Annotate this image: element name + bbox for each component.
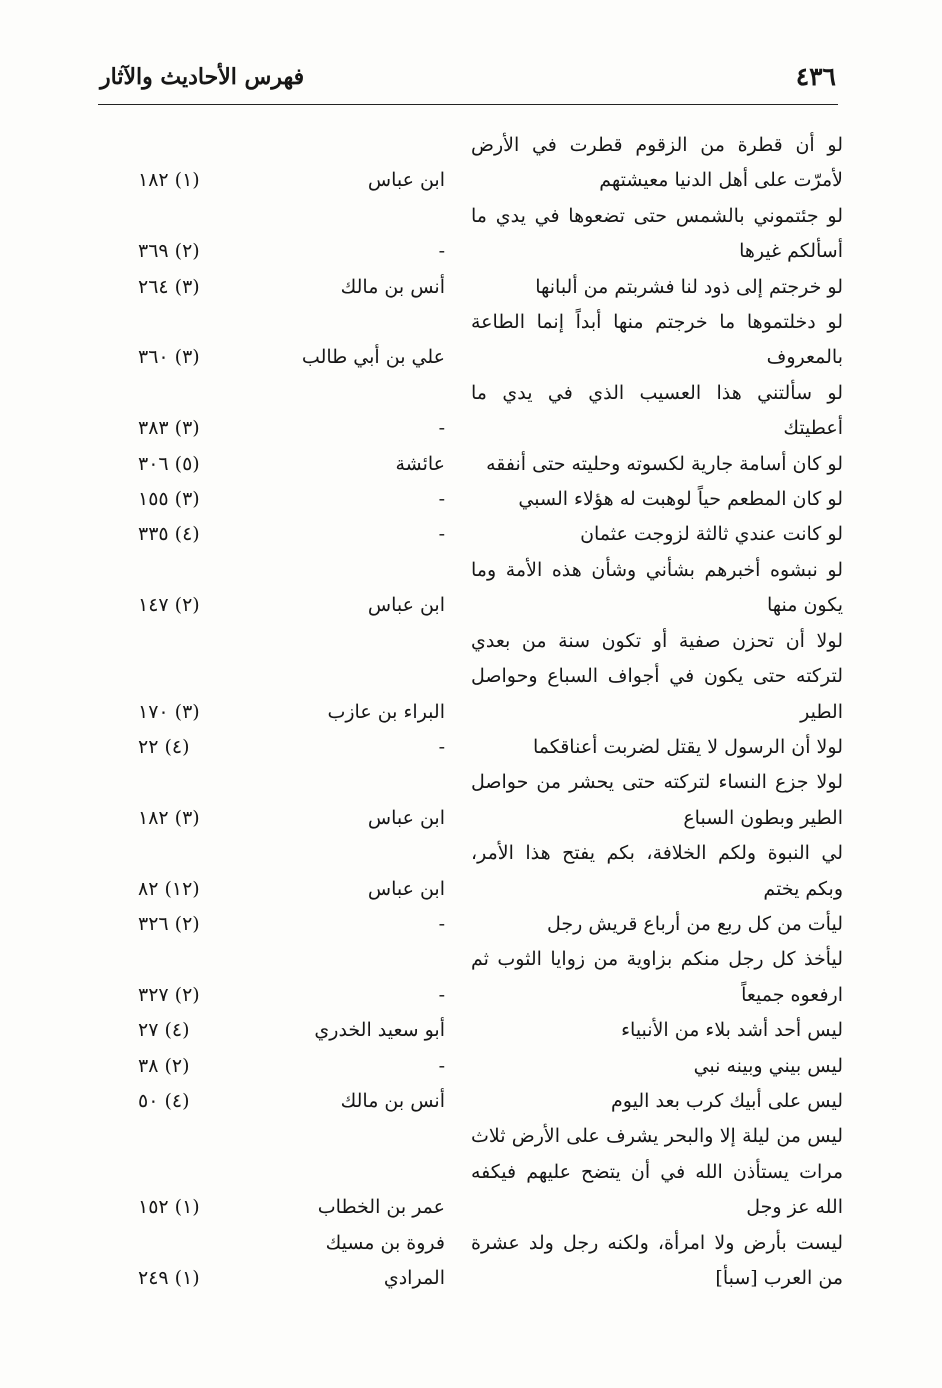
narrator-name: - xyxy=(438,523,445,546)
index-entry xyxy=(98,730,843,765)
hadith-text: ليس من ليلة إلا والبحر يشرف على الأرض ثلاث مرات يستأذن الله في أن يتضح عليهم فيكفه الله عز وجل xyxy=(471,1125,843,1219)
volume-page-ref xyxy=(98,482,291,517)
running-title: فهرس الأحاديث والآثار xyxy=(100,64,305,90)
ref-text: (١) ١٥٢ xyxy=(138,1196,200,1219)
volume-page-ref xyxy=(98,872,291,907)
hadith-text: لو أن قطرة من الزقوم قطرت في الأرض لأمرّت على أهل الدنيا معيشتهم xyxy=(471,134,843,192)
narrator-name: ابن عباس xyxy=(367,877,445,900)
hadith-text: لو كانت عندي ثالثة لزوجت عثمان xyxy=(580,523,843,546)
hadith-text: لي النبوة ولكم الخلافة، بكم يفتح هذا الأمر، وبكم يختم xyxy=(471,842,843,900)
ref-text: (١٢) ٨٢ xyxy=(138,877,200,900)
volume-page-ref xyxy=(98,1049,291,1084)
ref-text: (٤) ٢٧ xyxy=(138,1019,190,1042)
volume-page-ref xyxy=(98,1084,291,1119)
index-entry xyxy=(98,1049,843,1084)
narrator-name: البراء بن عازب xyxy=(327,700,445,723)
narrator-name: أنس بن مالك xyxy=(340,1089,445,1112)
volume-page-ref xyxy=(98,270,291,305)
ref-text: (٣) ١٨٢ xyxy=(138,806,200,829)
index-entry xyxy=(98,836,843,907)
volume-page-ref xyxy=(98,1190,291,1225)
ref-text: (٢) ٣٢٦ xyxy=(138,912,200,935)
index-entry xyxy=(98,128,843,199)
volume-page-ref xyxy=(98,447,291,482)
hadith-text: ليأت من كل ربع من أرباع قريش رجل xyxy=(546,912,843,935)
volume-page-ref xyxy=(98,411,291,446)
ref-text: (٤) ٣٣٥ xyxy=(138,523,200,546)
ref-text: (١) ٢٤٩ xyxy=(138,1267,200,1289)
volume-page-ref xyxy=(98,1261,291,1296)
narrator-name: - xyxy=(438,1054,445,1077)
hadith-text: لو نبشوه أخبرهم بشأني وشأن هذه الأمة وما يكون منها xyxy=(471,558,843,617)
narrator-name: أبو سعيد الخدري xyxy=(314,1019,445,1042)
volume-page-ref xyxy=(98,695,291,730)
volume-page-ref xyxy=(98,978,291,1013)
index-entry xyxy=(98,907,843,942)
narrator-name: علي بن أبي طالب xyxy=(301,346,445,369)
volume-page-ref xyxy=(98,234,291,269)
index-entry xyxy=(98,1119,843,1225)
narrator-name: عائشة xyxy=(395,452,445,475)
hadith-text: ليأخذ كل رجل منكم بزاوية من زوايا الثوب ثم ارفعوه جميعاً xyxy=(471,948,843,1006)
index-entry xyxy=(98,199,843,270)
volume-page-ref xyxy=(98,517,291,552)
narrator-name: ابن عباس xyxy=(367,169,445,192)
volume-page-ref xyxy=(98,1013,291,1048)
volume-page-ref xyxy=(98,340,291,375)
hadith-text: لولا أن الرسول لا يقتل لضربت أعناقكما xyxy=(532,735,843,758)
narrator-name: عمر بن الخطاب xyxy=(317,1196,445,1219)
hadith-text: ليس بيني وبينه نبي xyxy=(693,1054,843,1077)
index-entry xyxy=(98,305,843,376)
index-entry xyxy=(98,517,843,552)
narrator-name: - xyxy=(438,417,445,440)
index-entry xyxy=(98,553,843,624)
volume-page-ref xyxy=(98,163,291,198)
narrator-name: ابن عباس xyxy=(367,806,445,829)
index-entry xyxy=(98,765,843,836)
hadith-text: لولا أن تحزن صفية أو تكون سنة من بعدي لتركته حتى يكون في أجواف السباع وحواصل الطير xyxy=(471,629,843,723)
hadith-text: لو كان أسامة جارية لكسوته وحليته حتى أنفقه xyxy=(486,452,843,475)
narrator-name: - xyxy=(438,735,445,758)
ref-text: (٤) ٢٢ xyxy=(138,735,190,758)
ref-text: (٣) ٣٨٣ xyxy=(138,417,200,440)
ref-text: (٣) ٣٦٠ xyxy=(138,346,200,369)
narrator-name: - xyxy=(438,240,445,263)
index-entry xyxy=(98,624,843,730)
index-entry xyxy=(98,1013,843,1048)
narrator-name: أنس بن مالك xyxy=(340,275,445,298)
index-entry xyxy=(98,942,843,1013)
index-entry xyxy=(98,482,843,517)
ref-text: (٢) ٣٦٩ xyxy=(138,240,200,263)
index-entry xyxy=(98,447,843,482)
hadith-text: لو خرجتم إلى ذود لنا فشربتم من ألبانها xyxy=(535,275,843,298)
page-number: ٤٣٦ xyxy=(795,62,836,91)
index-entry xyxy=(98,1084,843,1119)
index-entry xyxy=(98,270,843,305)
volume-page-ref xyxy=(98,730,291,765)
hadith-text: ليست بأرض ولا امرأة، ولكنه رجل ولد عشرة من العرب [سبأ] xyxy=(471,1231,843,1289)
hadith-text: لولا جزع النساء لتركته حتى يحشر من حواصل الطير وبطون السباع xyxy=(471,771,844,829)
ref-text: (٤) ٥٠ xyxy=(138,1089,190,1112)
hadith-text: ليس أحد أشد بلاء من الأنبياء xyxy=(621,1019,843,1042)
hadith-text: ليس على أبيك كرب بعد اليوم xyxy=(611,1089,843,1112)
volume-page-ref xyxy=(98,801,291,836)
volume-page-ref xyxy=(98,588,291,623)
narrator-name: - xyxy=(438,488,445,511)
hadith-text: لو سألتني هذا العسيب الذي في يدي ما أعطيتك xyxy=(471,381,843,440)
ref-text: (٢) ٣٨ xyxy=(138,1054,190,1077)
narrator-name: ابن عباس xyxy=(367,594,445,617)
ref-text: (٢) ١٤٧ xyxy=(138,594,200,617)
ref-text: (٢) ٣٢٧ xyxy=(138,983,200,1006)
narrator-name: - xyxy=(438,983,445,1006)
page-header xyxy=(98,58,838,105)
ref-text: (٣) ١٥٥ xyxy=(138,488,200,511)
narrator-name: فروة بن مسيك المرادي xyxy=(325,1231,445,1289)
ref-text: (١) ١٨٢ xyxy=(138,169,200,192)
ref-text: (٥) ٣٠٦ xyxy=(138,452,200,475)
narrator-name: - xyxy=(438,912,445,935)
hadith-index-list xyxy=(98,128,843,1296)
hadith-text: لو جئتموني بالشمس حتى تضعوها في يدي ما أسألكم غيرها xyxy=(471,204,843,263)
index-entry xyxy=(98,1226,843,1297)
hadith-text: لو دخلتموها ما خرجتم منها أبداً إنما الطاعة بالمعروف xyxy=(471,311,843,369)
hadith-text: لو كان المطعم حياً لوهبت له هؤلاء السبي xyxy=(518,488,843,511)
ref-text: (٣) ٢٦٤ xyxy=(138,275,200,298)
volume-page-ref xyxy=(98,907,291,942)
ref-text: (٣) ١٧٠ xyxy=(138,700,200,723)
index-entry xyxy=(98,376,843,447)
